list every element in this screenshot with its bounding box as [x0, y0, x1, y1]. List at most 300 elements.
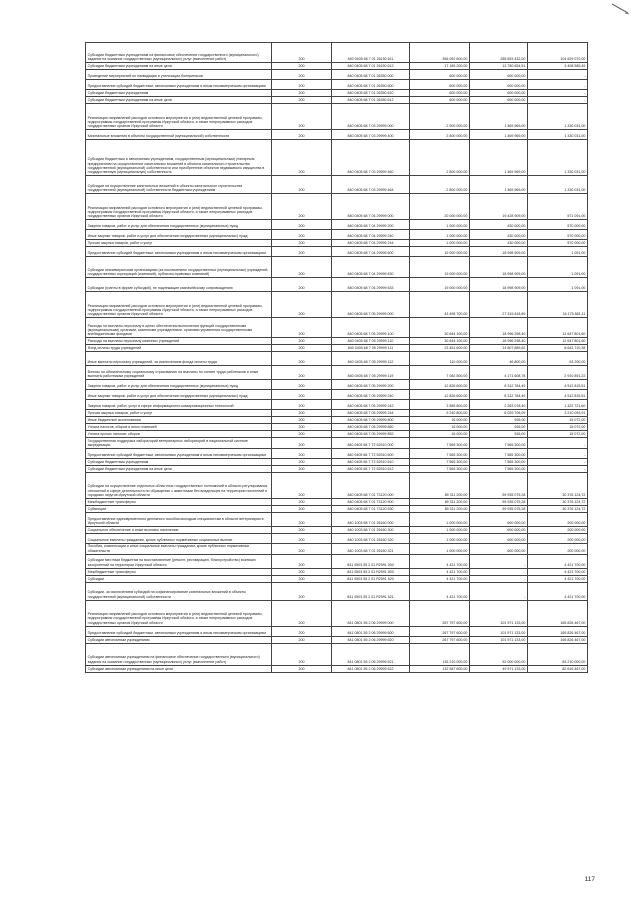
table-row — [86, 80, 588, 90]
row-executed-amount-cell: 7 565 300,00 — [470, 465, 528, 472]
row-budget-classification-cell: 841 0801 55 2 06 29999 621 — [332, 643, 410, 665]
table-row — [86, 626, 588, 636]
row-approved-amount-cell: 89 311 200,00 — [410, 505, 470, 512]
row-budget-classification-cell: 840 0405 68 7 T2 52510 600 — [332, 448, 410, 458]
row-budget-classification-cell: 841 0503 55 2 01 R2991 520 — [332, 575, 410, 582]
row-line-code-cell: 200 — [272, 43, 332, 63]
row-executed-amount-cell: 926,00 — [470, 431, 528, 438]
table-row — [86, 543, 588, 554]
row-line-code-cell: 200 — [272, 400, 332, 410]
row-unexecuted-amount-cell: 15 072,00 — [528, 417, 588, 424]
row-name-cell: Государственная поддержка лабораторий ветеринарных лабораторий в национальной системе аккредитации — [86, 438, 272, 449]
table-row — [86, 431, 588, 438]
row-name-cell: Субсидии бюджетным учреждениям — [86, 90, 272, 97]
row-budget-classification-cell: 841 0503 55 2 01 R2991 521 — [332, 582, 410, 600]
row-budget-classification-cell: 840 0405 68 7 03 29999 460 — [332, 140, 410, 176]
row-approved-amount-cell: 30 644 100,00 — [410, 318, 470, 338]
table-row — [86, 104, 588, 130]
row-name-cell: Предоставление субсидий бюджетным, автономным учреждениям и иным некоммерческим организациям — [86, 80, 272, 90]
row-budget-classification-cell: 840 1003 68 7 01 26160 000 — [332, 512, 410, 526]
row-executed-amount-cell: 46 800,00 — [470, 352, 528, 366]
row-name-cell: Субсидии бюджетным и автономным учреждениям, государственным (муниципальным) унитарным предприятиям на осуществление капитальных вложений в объекты капитального строительства государственной (муниципальной) собственности или приобретение объектов недвижимого имущества в государственную (муниципальную) собственность — [86, 140, 272, 176]
table-row — [86, 257, 588, 278]
row-executed-amount-cell: 600 000,00 — [470, 80, 528, 90]
row-approved-amount-cell: 23 451 600,00 — [410, 345, 470, 352]
row-executed-amount-cell: 18 998 909,00 — [470, 247, 528, 257]
row-executed-amount-cell: 430 000,00 — [470, 240, 528, 247]
row-budget-classification-cell: 840 0405 68 7 04 29999 600 — [332, 247, 410, 257]
row-approved-amount-cell: 16 000,00 — [410, 431, 470, 438]
row-budget-classification-cell: 840 0405 68 7 05 29999 111 — [332, 345, 410, 352]
row-name-cell: Субсидии на осуществление отдельных областных государственных полномочий в области регулирования отношений в сфере деятельности по обращению с животными без владельцев на территории поселений и городских округов Иркутской области — [86, 472, 272, 498]
row-approved-amount-cell: 3 585 800,00 — [410, 400, 470, 410]
row-approved-amount-cell: 16 000,00 — [410, 424, 470, 431]
row-line-code-cell: 200 — [272, 104, 332, 130]
row-approved-amount-cell: 7 565 300,00 — [410, 438, 470, 449]
row-name-cell: Пособия, компенсации и иные социальные выплаты гражданам, кроме публичных нормативных обязательств — [86, 543, 272, 554]
row-budget-classification-cell: 841 0801 55 2 06 29999 620 — [332, 636, 410, 643]
row-line-code-cell: 200 — [272, 380, 332, 390]
row-name-cell: Капитальные вложения в объекты государственной (муниципальной) собственности — [86, 130, 272, 140]
row-unexecuted-amount-cell: 30 376 124,72 — [528, 505, 588, 512]
row-executed-amount-cell: 600 000,00 — [470, 543, 528, 554]
row-budget-classification-cell: 840 0405 68 7 04 29999 240 — [332, 230, 410, 240]
row-executed-amount-cell: 59 935 075,28 — [470, 472, 528, 498]
row-approved-amount-cell: 2 900 000,00 — [410, 104, 470, 130]
row-line-code-cell: 200 — [272, 292, 332, 318]
table-row — [86, 526, 588, 533]
row-approved-amount-cell: 2 800 000,00 — [410, 140, 470, 176]
row-name-cell: Расходы на выплаты персоналу казенных учреждений — [86, 338, 272, 345]
row-line-code-cell: 200 — [272, 410, 332, 417]
row-name-cell: Субсидии местным бюджетам на восстановление (ремонт, реставрацию, благоустройство) воинских захоронений на территории Иркутской области — [86, 554, 272, 568]
row-name-cell: Иные закупки товаров, работ и услуг для обеспечения государственных (муниципальных) нужд — [86, 390, 272, 400]
row-name-cell: Закупка товаров, работ и услуг для обеспечения государственных (муниципальных) нужд — [86, 220, 272, 230]
row-budget-classification-cell: 840 0405 68 7 03 29999 000 — [332, 104, 410, 130]
row-approved-amount-cell: 9 240 800,00 — [410, 410, 470, 417]
row-approved-amount-cell: 1 000 000,00 — [410, 512, 470, 526]
row-name-cell: Закупка товаров, работ и услуг для обеспечения государственных (муниципальных) нужд — [86, 380, 272, 390]
table-row — [86, 176, 588, 194]
row-unexecuted-amount-cell: 104 629 070,00 — [528, 43, 588, 63]
row-name-cell: Предоставление субсидий бюджетным, автономным учреждениям и иным некоммерческим организациям — [86, 448, 272, 458]
row-name-cell: Фонд оплаты труда учреждений — [86, 345, 272, 352]
row-approved-amount-cell: 600 000,00 — [410, 70, 470, 80]
table-row — [86, 140, 588, 176]
row-budget-classification-cell: 840 0405 68 7 04 29999 630 — [332, 257, 410, 278]
row-line-code-cell: 200 — [272, 63, 332, 70]
row-unexecuted-amount-cell: 1 091,00 — [528, 278, 588, 292]
row-budget-classification-cell: 840 0405 68 7 05 29999 852 — [332, 431, 410, 438]
row-executed-amount-cell: 101 971 133,00 — [470, 626, 528, 636]
table-row — [86, 400, 588, 410]
row-line-code-cell: 200 — [272, 626, 332, 636]
row-executed-amount-cell: 285 653 432,00 — [470, 43, 528, 63]
row-name-cell: Иные бюджетные ассигнования — [86, 417, 272, 424]
row-approved-amount-cell: 17 189 200,00 — [410, 63, 470, 70]
row-line-code-cell: 200 — [272, 390, 332, 400]
row-executed-amount-cell: 52 000 000,00 — [470, 643, 528, 665]
row-unexecuted-amount-cell: 165 826 467,00 — [528, 600, 588, 626]
row-unexecuted-amount-cell: 571 091,00 — [528, 194, 588, 220]
scan-corner-mark — [610, 2, 632, 16]
row-name-cell: Проведение мероприятий по ликвидации и утилизации боеприпасов — [86, 70, 272, 80]
row-executed-amount-cell: 19 428 909,00 — [470, 194, 528, 220]
row-unexecuted-amount-cell: 4 421 700,00 — [528, 568, 588, 575]
row-executed-amount-cell: 49 971 133,00 — [470, 665, 528, 672]
row-approved-amount-cell: 1 000 000,00 — [410, 230, 470, 240]
row-budget-classification-cell: 840 0405 68 7 05 29999 000 — [332, 292, 410, 318]
row-unexecuted-amount-cell: 4 512 815,51 — [528, 380, 588, 390]
row-line-code-cell: 200 — [272, 543, 332, 554]
row-approved-amount-cell: 267 797 600,00 — [410, 600, 470, 626]
row-line-code-cell: 200 — [272, 140, 332, 176]
row-approved-amount-cell: 2 800 000,00 — [410, 130, 470, 140]
row-line-code-cell: 200 — [272, 240, 332, 247]
row-unexecuted-amount-cell: 15 072,00 — [528, 431, 588, 438]
row-budget-classification-cell: 840 0405 68 7 05 29999 240 — [332, 390, 410, 400]
row-approved-amount-cell: 89 311 200,00 — [410, 498, 470, 505]
row-line-code-cell: 200 — [272, 352, 332, 366]
row-executed-amount-cell: 1 469 969,00 — [470, 130, 528, 140]
row-approved-amount-cell: 2 800 000,00 — [410, 176, 470, 194]
row-executed-amount-cell: 1 469 969,00 — [470, 176, 528, 194]
table-row — [86, 554, 588, 568]
row-budget-classification-cell: 841 0801 55 2 06 29999 600 — [332, 626, 410, 636]
table-row — [86, 338, 588, 345]
row-unexecuted-amount-cell: 1 322 721,60 — [528, 400, 588, 410]
table-row — [86, 345, 588, 352]
row-budget-classification-cell: 840 0405 68 7 04 29999 244 — [332, 240, 410, 247]
row-line-code-cell: 200 — [272, 431, 332, 438]
row-line-code-cell: 200 — [272, 424, 332, 431]
row-unexecuted-amount-cell: - — [528, 458, 588, 465]
row-approved-amount-cell: 19 000 000,00 — [410, 247, 470, 257]
row-name-cell: Прочая закупка товаров, работ и услуг — [86, 240, 272, 247]
row-approved-amount-cell: 16 000,00 — [410, 417, 470, 424]
row-line-code-cell: 200 — [272, 278, 332, 292]
table-row — [86, 318, 588, 338]
row-approved-amount-cell: 356 052 600,00 — [410, 43, 470, 63]
table-row — [86, 448, 588, 458]
row-approved-amount-cell: 132 587 600,00 — [410, 665, 470, 672]
table-row — [86, 130, 588, 140]
row-approved-amount-cell: 7 565 300,00 — [410, 458, 470, 465]
row-approved-amount-cell: 1 000 000,00 — [410, 220, 470, 230]
row-budget-classification-cell: 840 0405 68 7 01 73120 530 — [332, 505, 410, 512]
row-unexecuted-amount-cell: 11 647 801,60 — [528, 338, 588, 345]
row-executed-amount-cell: 18 998 909,00 — [470, 257, 528, 278]
row-unexecuted-amount-cell: 4 421 700,00 — [528, 582, 588, 600]
row-approved-amount-cell: 1 000 000,00 — [410, 526, 470, 533]
row-line-code-cell: 200 — [272, 80, 332, 90]
row-unexecuted-amount-cell: - — [528, 90, 588, 97]
table-row — [86, 390, 588, 400]
row-unexecuted-amount-cell: 3 210 093,91 — [528, 410, 588, 417]
row-line-code-cell: 200 — [272, 533, 332, 543]
table-row — [86, 424, 588, 431]
row-budget-classification-cell: 840 0405 68 7 04 29999 200 — [332, 220, 410, 230]
row-line-code-cell: 200 — [272, 338, 332, 345]
row-budget-classification-cell: 840 0405 68 7 01 26150 612 — [332, 63, 410, 70]
row-approved-amount-cell: 30 644 100,00 — [410, 338, 470, 345]
row-line-code-cell: 200 — [272, 512, 332, 526]
row-name-cell: Субсидии некоммерческим организациям (за исключением государственных (муниципальных) учреждений, государственных корпораций (компаний), публично-правовых компаний) — [86, 257, 272, 278]
table-row — [86, 505, 588, 512]
row-budget-classification-cell: 841 0503 55 2 01 R2991 000 — [332, 554, 410, 568]
row-unexecuted-amount-cell: 1 330 031,00 — [528, 176, 588, 194]
row-executed-amount-cell: 600 000,00 — [470, 70, 528, 80]
row-approved-amount-cell: 4 421 700,00 — [410, 568, 470, 575]
row-executed-amount-cell: 7 565 300,00 — [470, 458, 528, 465]
row-executed-amount-cell: 600 000,00 — [470, 533, 528, 543]
row-name-cell: Предоставление субсидий бюджетным, автономным учреждениям и иным некоммерческим организациям — [86, 247, 272, 257]
row-approved-amount-cell: 12 826 600,00 — [410, 390, 470, 400]
row-approved-amount-cell: 267 797 600,00 — [410, 636, 470, 643]
row-approved-amount-cell: 600 000,00 — [410, 90, 470, 97]
row-executed-amount-cell: 926,00 — [470, 417, 528, 424]
row-unexecuted-amount-cell: 4 421 700,00 — [528, 575, 588, 582]
row-unexecuted-amount-cell: 11 647 801,60 — [528, 318, 588, 338]
row-budget-classification-cell: 840 1003 68 7 01 26160 320 — [332, 533, 410, 543]
row-unexecuted-amount-cell: 200 000,00 — [528, 512, 588, 526]
row-line-code-cell: 200 — [272, 498, 332, 505]
table-row — [86, 278, 588, 292]
row-line-code-cell: 200 — [272, 568, 332, 575]
table-row — [86, 417, 588, 424]
row-name-cell: Закупка товаров, работ, услуг в сфере информационно-коммуникационных технологий — [86, 400, 272, 410]
row-approved-amount-cell: 19 000 000,00 — [410, 278, 470, 292]
row-approved-amount-cell: 4 421 700,00 — [410, 582, 470, 600]
row-line-code-cell: 200 — [272, 636, 332, 643]
row-name-cell: Субсидии автономным учреждениям на иные цели — [86, 665, 272, 672]
row-name-cell: Социальные выплаты гражданам, кроме публичных нормативных социальных выплат — [86, 533, 272, 543]
table-row — [86, 568, 588, 575]
row-unexecuted-amount-cell: 83 210 000,00 — [528, 643, 588, 665]
row-budget-classification-cell: 840 0405 68 7 03 29999 464 — [332, 176, 410, 194]
row-budget-classification-cell: 840 0405 68 7 05 29999 112 — [332, 352, 410, 366]
row-line-code-cell: 200 — [272, 665, 332, 672]
row-line-code-cell: 200 — [272, 90, 332, 97]
row-executed-amount-cell: 18 998 909,00 — [470, 278, 528, 292]
row-name-cell: Межбюджетные трансферты — [86, 568, 272, 575]
row-executed-amount-cell: 18 996 298,40 — [470, 338, 528, 345]
row-unexecuted-amount-cell: 4 512 815,51 — [528, 390, 588, 400]
row-name-cell: Предоставление единовременного денежного пособия молодым специалистам в области ветеринарии в Иркутской области — [86, 512, 272, 526]
row-unexecuted-amount-cell: 200 000,00 — [528, 533, 588, 543]
row-name-cell: Субсидии бюджетным учреждениям на иные цели — [86, 63, 272, 70]
row-budget-classification-cell: 840 0405 68 7 05 29999 244 — [332, 410, 410, 417]
row-approved-amount-cell: 4 421 700,00 — [410, 554, 470, 568]
row-executed-amount-cell: 600 000,00 — [470, 526, 528, 533]
row-unexecuted-amount-cell: - — [528, 97, 588, 104]
row-executed-amount-cell: 600 000,00 — [470, 90, 528, 97]
row-executed-amount-cell: 600 000,00 — [470, 97, 528, 104]
table-row — [86, 220, 588, 230]
row-budget-classification-cell: 840 0405 68 7 01 26350 610 — [332, 90, 410, 97]
row-unexecuted-amount-cell: 2 910 891,22 — [528, 366, 588, 380]
row-executed-amount-cell: 926,00 — [470, 424, 528, 431]
row-line-code-cell: 200 — [272, 247, 332, 257]
row-budget-classification-cell: 840 0405 68 7 05 29999 850 — [332, 424, 410, 431]
row-name-cell: Уплата прочих налогов, сборов — [86, 431, 272, 438]
row-name-cell: Субсидии, за исключением субсидий на софинансирование капитальных вложений в объекты государственной (муниципальной) собственности — [86, 582, 272, 600]
row-line-code-cell: 200 — [272, 458, 332, 465]
table-row — [86, 472, 588, 498]
table-row — [86, 90, 588, 97]
row-budget-classification-cell: 841 0503 55 2 01 R2991 500 — [332, 568, 410, 575]
row-executed-amount-cell: 600 000,00 — [470, 512, 528, 526]
row-budget-classification-cell: 840 0405 68 7 05 29999 200 — [332, 380, 410, 390]
row-name-cell: Уплата налогов, сборов и иных платежей — [86, 424, 272, 431]
table-row — [86, 600, 588, 626]
row-executed-amount-cell: 8 312 784,49 — [470, 390, 528, 400]
row-line-code-cell: 200 — [272, 345, 332, 352]
row-unexecuted-amount-cell: 1 091,00 — [528, 247, 588, 257]
table-row — [86, 643, 588, 665]
row-unexecuted-amount-cell: 4 421 700,00 — [528, 554, 588, 568]
row-budget-classification-cell: 840 0405 68 7 05 29999 242 — [332, 400, 410, 410]
row-executed-amount-cell: 1 469 969,00 — [470, 140, 528, 176]
row-budget-classification-cell: 840 0405 68 7 01 73120 500 — [332, 498, 410, 505]
row-executed-amount-cell: 7 565 300,00 — [470, 448, 528, 458]
row-line-code-cell: 200 — [272, 472, 332, 498]
row-executed-amount-cell: - — [470, 568, 528, 575]
row-budget-classification-cell: 840 0405 68 7 04 29999 000 — [332, 194, 410, 220]
row-executed-amount-cell: - — [470, 575, 528, 582]
row-name-cell: Иные выплаты персоналу учреждений, за исключением фонда оплаты труда — [86, 352, 272, 366]
row-line-code-cell: 200 — [272, 130, 332, 140]
row-unexecuted-amount-cell: - — [528, 70, 588, 80]
row-budget-classification-cell: 840 0405 68 7 01 73120 000 — [332, 472, 410, 498]
row-executed-amount-cell: 59 935 075,28 — [470, 498, 528, 505]
table-row — [86, 582, 588, 600]
row-name-cell: Субсидии автономным учреждениям на финансовое обеспечение государственного (муниципального) задания на оказание государственных (муниципальных) услуг (выполнение работ) — [86, 643, 272, 665]
row-unexecuted-amount-cell: - — [528, 80, 588, 90]
row-executed-amount-cell: 14 807 889,62 — [470, 345, 528, 352]
table-row — [86, 380, 588, 390]
row-name-cell: Межбюджетные трансферты — [86, 498, 272, 505]
row-budget-classification-cell: 840 1003 68 7 01 26160 300 — [332, 526, 410, 533]
row-line-code-cell: 200 — [272, 366, 332, 380]
row-name-cell: Реализация направлений расходов основного мероприятия и (или) ведомственной целевой программы, подпрограммы государственной программы Иркутской области, а также непрограммных расходов государственных органов Иркутской области — [86, 292, 272, 318]
row-unexecuted-amount-cell: 1 091,00 — [528, 257, 588, 278]
row-line-code-cell: 200 — [272, 465, 332, 472]
row-unexecuted-amount-cell: 570 000,00 — [528, 220, 588, 230]
row-unexecuted-amount-cell: 30 376 124,72 — [528, 472, 588, 498]
row-name-cell: Субсидии бюджетным учреждениям на иные цели — [86, 465, 272, 472]
row-name-cell: Социальное обеспечение и иные выплаты населению — [86, 526, 272, 533]
row-executed-amount-cell: - — [470, 554, 528, 568]
table-row — [86, 97, 588, 104]
row-name-cell: Иные закупки товаров, работ и услуг для обеспечения государственных (муниципальных) нужд — [86, 230, 272, 240]
row-budget-classification-cell: 840 0405 68 7 05 29999 100 — [332, 318, 410, 338]
row-unexecuted-amount-cell: 200 000,00 — [528, 543, 588, 554]
table-row — [86, 438, 588, 449]
row-approved-amount-cell: 600 000,00 — [410, 97, 470, 104]
row-budget-classification-cell: 840 0405 68 7 04 29999 633 — [332, 278, 410, 292]
row-unexecuted-amount-cell: 8 643 710,38 — [528, 345, 588, 352]
table-row — [86, 512, 588, 526]
row-line-code-cell: 200 — [272, 554, 332, 568]
row-line-code-cell: 200 — [272, 70, 332, 80]
row-approved-amount-cell: 4 421 700,00 — [410, 575, 470, 582]
row-unexecuted-amount-cell: 30 376 124,72 — [528, 498, 588, 505]
row-executed-amount-cell: 2 263 078,40 — [470, 400, 528, 410]
budget-execution-table — [85, 42, 588, 673]
row-line-code-cell: 200 — [272, 505, 332, 512]
row-line-code-cell: 200 — [272, 230, 332, 240]
table-row — [86, 247, 588, 257]
table-row — [86, 194, 588, 220]
row-name-cell: Субвенции — [86, 505, 272, 512]
row-unexecuted-amount-cell: 570 000,00 — [528, 230, 588, 240]
table-row — [86, 63, 588, 70]
row-line-code-cell: 200 — [272, 97, 332, 104]
row-budget-classification-cell: 841 0801 55 2 06 29999 622 — [332, 665, 410, 672]
row-executed-amount-cell: 4 171 608,78 — [470, 366, 528, 380]
row-name-cell: Предоставление субсидий бюджетным, автономным учреждениям и иным некоммерческим организациям — [86, 626, 272, 636]
row-budget-classification-cell: 840 0405 68 7 05 29999 110 — [332, 338, 410, 345]
table-row — [86, 575, 588, 582]
row-executed-amount-cell: 101 971 133,00 — [470, 600, 528, 626]
row-unexecuted-amount-cell: 200 000,00 — [528, 526, 588, 533]
row-approved-amount-cell: 7 565 300,00 — [410, 465, 470, 472]
table-row — [86, 43, 588, 63]
table-body — [86, 43, 588, 673]
row-name-cell: Субсидии на осуществление капитальных вложений в объекты капитального строительства государственной (муниципальной) собственности бюджетным учреждениям — [86, 176, 272, 194]
row-name-cell: Расходы на выплаты персоналу в целях обеспечения выполнения функций государственными (муниципальными) органами, казенными учреждениями, органами управления государственными внебюджетными фондами — [86, 318, 272, 338]
row-name-cell: Реализация направлений расходов основного мероприятия и (или) ведомственной целевой программы, подпрограммы государственной программы Иркутской области, а также непрограммных расходов государственных органов Иркутской области — [86, 104, 272, 130]
row-name-cell: Взносы по обязательному социальному страхованию на выплаты по оплате труда работников и иные выплаты работникам учреждений — [86, 366, 272, 380]
row-approved-amount-cell: 1 000 000,00 — [410, 543, 470, 554]
row-approved-amount-cell: 7 565 300,00 — [410, 448, 470, 458]
row-approved-amount-cell: 110 000,00 — [410, 352, 470, 366]
row-name-cell: Субсидии — [86, 575, 272, 582]
table-row — [86, 230, 588, 240]
table-row — [86, 636, 588, 643]
row-executed-amount-cell: 7 565 300,00 — [470, 438, 528, 449]
row-line-code-cell: 200 — [272, 194, 332, 220]
table-row — [86, 533, 588, 543]
row-budget-classification-cell: 840 0405 68 7 01 26350 612 — [332, 97, 410, 104]
row-approved-amount-cell: 19 000 000,00 — [410, 257, 470, 278]
row-approved-amount-cell: 20 000 000,00 — [410, 194, 470, 220]
row-unexecuted-amount-cell: 63 200,00 — [528, 352, 588, 366]
row-unexecuted-amount-cell: - — [528, 465, 588, 472]
table-row — [86, 292, 588, 318]
row-name-cell: Субсидии автономным учреждениям — [86, 636, 272, 643]
row-unexecuted-amount-cell: 165 826 467,00 — [528, 626, 588, 636]
row-line-code-cell: 200 — [272, 220, 332, 230]
row-line-code-cell: 200 — [272, 176, 332, 194]
row-unexecuted-amount-cell: 82 616 467,00 — [528, 665, 588, 672]
row-line-code-cell: 200 — [272, 438, 332, 449]
row-line-code-cell: 200 — [272, 257, 332, 278]
table-row — [86, 240, 588, 247]
table-row — [86, 498, 588, 505]
table-row — [86, 352, 588, 366]
row-executed-amount-cell: 6 029 706,09 — [470, 410, 528, 417]
row-line-code-cell: 200 — [272, 448, 332, 458]
row-executed-amount-cell: 1 469 969,00 — [470, 104, 528, 130]
row-budget-classification-cell: 840 0405 68 7 T2 52510 000 — [332, 438, 410, 449]
row-unexecuted-amount-cell: - — [528, 438, 588, 449]
row-budget-classification-cell: 840 1003 68 7 01 26160 321 — [332, 543, 410, 554]
row-budget-classification-cell: 841 0801 55 2 06 29999 000 — [332, 600, 410, 626]
row-budget-classification-cell: 840 0405 68 7 01 26350 600 — [332, 80, 410, 90]
row-line-code-cell: 200 — [272, 643, 332, 665]
